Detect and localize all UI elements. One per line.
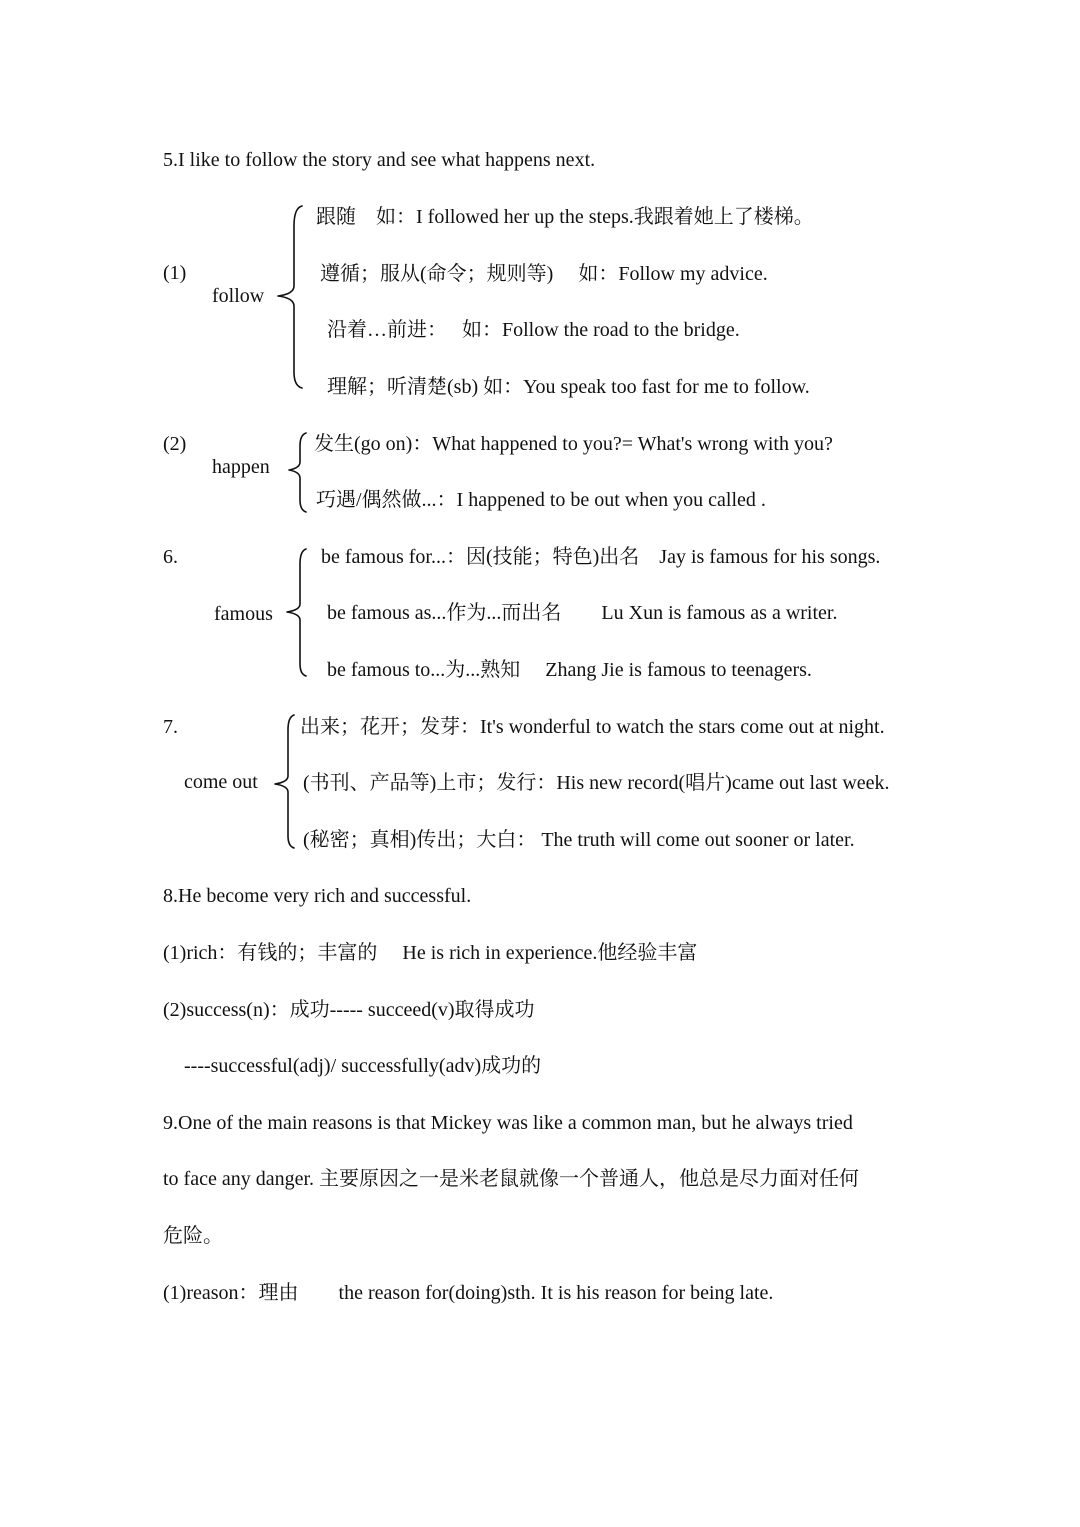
follow-sense-1: 跟随 如：I followed her up the steps.我跟着她上了楼梯。 — [316, 206, 814, 228]
s5-p1-number: (1) — [163, 262, 187, 284]
happen-brace — [286, 430, 310, 516]
s6-number: 6. — [163, 546, 178, 568]
come-out-sense-2: (书刊、产品等)上市；发行：His new record(唱片)came out last week. — [303, 772, 890, 794]
s9-heading-line-3: 危险。 — [163, 1225, 223, 1247]
s7-word: come out — [184, 771, 258, 793]
happen-sense-1: 发生(go on)：What happened to you?= What's wrong with you? — [314, 433, 833, 455]
famous-sense-1: be famous for...：因(技能；特色)出名 Jay is famous for his songs. — [321, 546, 881, 568]
famous-sense-3: be famous to...为...熟知 Zhang Jie is famous to teenagers. — [327, 659, 812, 681]
s5-p2-number: (2) — [163, 433, 187, 455]
s9-heading-line-1: 9.One of the main reasons is that Mickey was like a common man, but he always tried — [163, 1112, 853, 1134]
famous-sense-2: be famous as...作为...而出名 Lu Xun is famous as a writer. — [327, 602, 838, 624]
follow-sense-3: 沿着…前进： 如：Follow the road to the bridge. — [327, 319, 740, 341]
s9-line-1: (1)reason：理由 the reason for(doing)sth. It is his reason for being late. — [163, 1282, 774, 1304]
s5-p1-word: follow — [212, 285, 265, 307]
follow-sense-4: 理解；听清楚(sb) 如：You speak too fast for me to follow. — [327, 376, 810, 398]
s5-p2-word: happen — [212, 456, 270, 478]
s9-heading-line-2: to face any danger. 主要原因之一是米老鼠就像一个普通人，他总是尽力面对任何 — [163, 1168, 860, 1190]
s8-line-1: (1)rich：有钱的；丰富的 He is rich in experience.他经验丰富 — [163, 942, 698, 964]
famous-brace — [284, 546, 310, 680]
happen-sense-2: 巧遇/偶然做...：I happened to be out when you called . — [316, 489, 766, 511]
s8-heading: 8.He become very rich and successful. — [163, 885, 472, 907]
follow-brace — [274, 202, 304, 392]
follow-sense-2: 遵循；服从(命令；规则等) 如：Follow my advice. — [320, 263, 768, 285]
s7-number: 7. — [163, 716, 178, 738]
s6-word: famous — [214, 603, 273, 625]
s8-line-2: (2)success(n)：成功----- succeed(v)取得成功 — [163, 999, 535, 1021]
s8-line-3: ----successful(adj)/ successfully(adv)成功的 — [184, 1055, 542, 1077]
s5-heading: 5.I like to follow the story and see what happens next. — [163, 149, 596, 171]
come-out-sense-3: (秘密；真相)传出；大白： The truth will come out sooner or later. — [303, 829, 855, 851]
come-out-sense-1: 出来；花开；发芽：It's wonderful to watch the stars come out at night. — [300, 716, 885, 738]
come-out-brace — [272, 712, 298, 852]
